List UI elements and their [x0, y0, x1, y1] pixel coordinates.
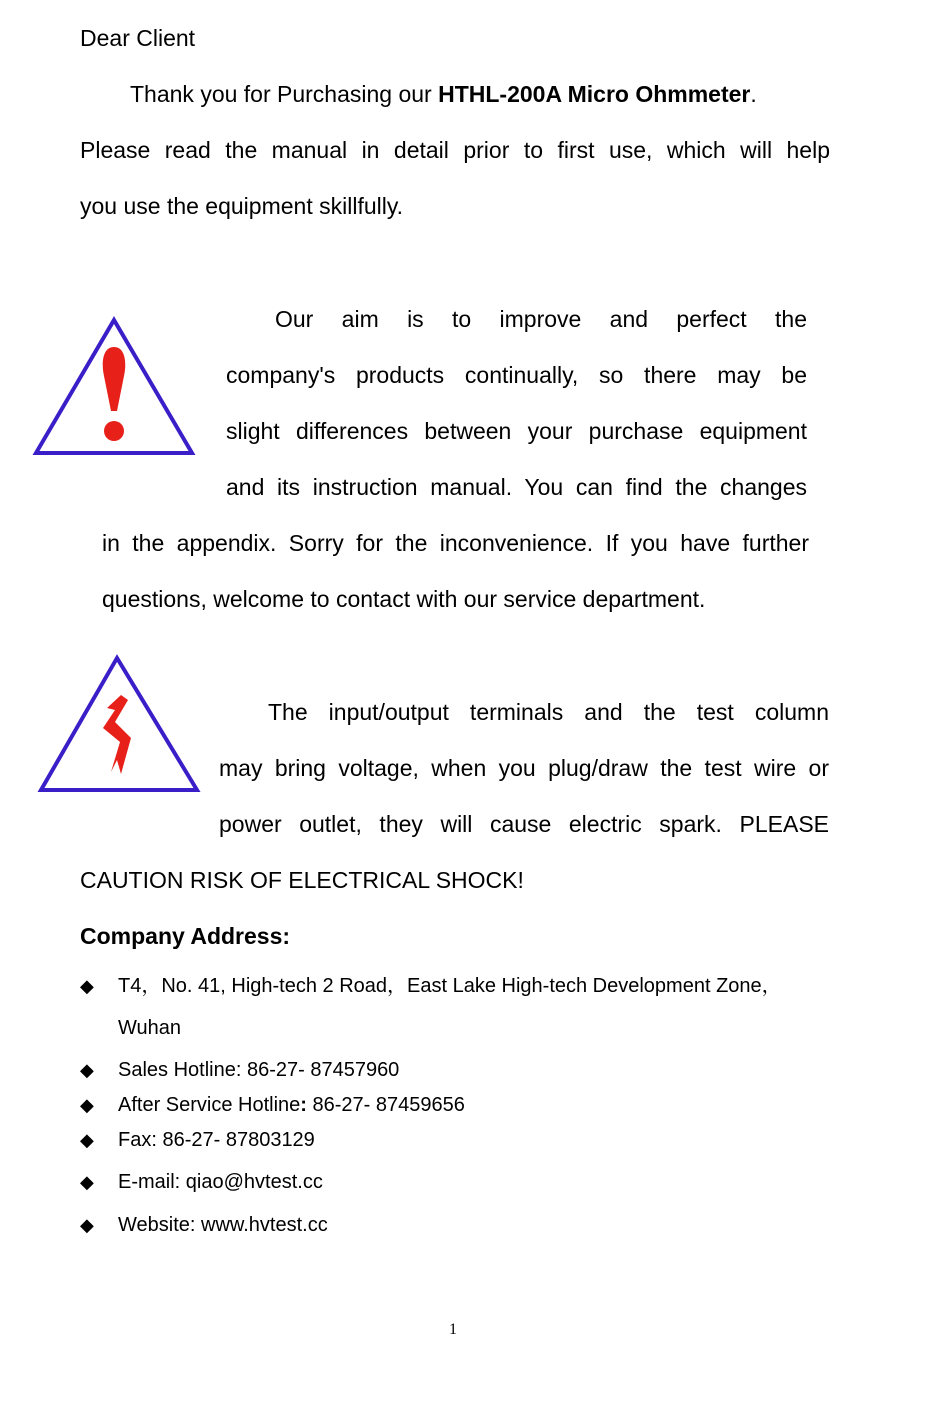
email: E-mail: qiao@hvtest.cc	[118, 1171, 323, 1193]
shock-line-4: CAUTION RISK OF ELECTRICAL SHOCK!	[80, 867, 524, 893]
after-service-hotline	[118, 1092, 465, 1118]
list-item-sales-hotline	[80, 1057, 400, 1083]
shock-line-2: may bring voltage, when you plug/draw the test wire or	[219, 755, 829, 781]
intro-line-2: Please read the manual in detail prior to first use, which will help	[80, 137, 830, 163]
list-item-fax	[80, 1127, 315, 1153]
notice-line-5: in the appendix. Sorry for the inconvenience. If you have further	[102, 530, 809, 556]
salutation: Dear Client	[80, 25, 196, 51]
after-service-colon: :	[300, 1094, 307, 1116]
bullet-icon: ◆	[80, 1130, 94, 1150]
address-line-2: Wuhan	[118, 1017, 182, 1039]
intro-period: .	[750, 81, 757, 107]
notice-line-2: company's products continually, so there may be	[226, 362, 807, 388]
sales-hotline: Sales Hotline: 86-27- 87457960	[118, 1059, 400, 1081]
list-item-website	[80, 1212, 328, 1238]
website: Website: www.hvtest.cc	[118, 1214, 328, 1236]
bullet-icon: ◆	[80, 1060, 94, 1080]
shock-line-3: power outlet, they will cause electric spark. PLEASE	[219, 811, 829, 837]
company-address-heading: Company Address:	[80, 923, 291, 949]
fax: Fax: 86-27- 87803129	[118, 1129, 315, 1151]
address-line-1: T4，No. 41, High-tech 2 Road，East Lake High-tech Development Zone，	[118, 975, 782, 997]
notice-line-1: Our aim is to improve and perfect the	[275, 306, 807, 332]
bullet-icon: ◆	[80, 1172, 94, 1192]
bullet-icon: ◆	[80, 1215, 94, 1235]
page-number: 1	[449, 1321, 457, 1338]
shock-line-1: The input/output terminals and the test column	[268, 699, 829, 725]
notice-line-3: slight differences between your purchase equipment	[226, 418, 807, 444]
high-voltage-icon	[35, 652, 205, 798]
list-item-email	[80, 1169, 323, 1195]
list-item-address	[80, 973, 782, 999]
intro-line-3: you use the equipment skillfully.	[80, 193, 404, 219]
list-item-after-service	[80, 1092, 465, 1118]
bullet-icon: ◆	[80, 976, 94, 996]
intro-line-1	[130, 79, 757, 109]
after-service-number: 86-27- 87459656	[306, 1094, 465, 1116]
intro-text: Thank you for Purchasing our	[130, 81, 439, 107]
product-name: HTHL-200A Micro Ohmmeter	[438, 81, 751, 107]
after-service-label: After Service Hotline	[118, 1094, 301, 1116]
notice-line-4: and its instruction manual. You can find the changes	[226, 474, 807, 500]
notice-line-6: questions, welcome to contact with our service department.	[102, 586, 706, 612]
warning-exclamation-icon	[30, 314, 200, 460]
bullet-icon: ◆	[80, 1095, 94, 1115]
